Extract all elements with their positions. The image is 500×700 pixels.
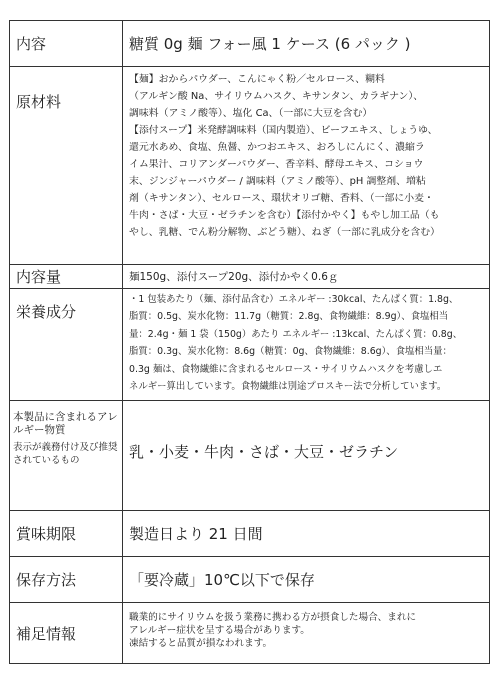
ingredients-line: 【添付スープ】米発酵調味料（国内製造）、ビーフエキス、しょうゆ、 [129,125,438,136]
row-ingredients [9,66,490,264]
ingredients-value [123,67,489,264]
notes-line: 職業的にサイリウムを扱う業務に携わる方が摂食した場合、まれに [129,612,417,623]
row-storage [9,556,490,602]
nutrition-value [123,289,489,400]
ingredients-line: イム果汁、コリアンダーパウダー、香辛料、酵母エキス、コショウ [129,159,424,170]
nutrition-line: 脂質：0.5g、炭水化物：11.7g（糖質：2.8g、食物繊維：8.9g）、食塩相当 [129,311,449,323]
name-label: 内容 [10,21,123,66]
notes-label: 補足情報 [10,603,123,663]
nutrition-line: ・1 包装あたり（麺、添付品含む）エネルギー :30kcal、たんぱく質：1.8g、 [129,294,459,305]
expiry-value: 製造日より 21 日間 [129,525,263,543]
ingredients-label: 原材料 [10,67,123,264]
ingredients-line: やし、乳糖、でん粉分解物、ぶどう糖）、ねぎ（一部に乳成分を含む） [129,227,441,238]
nutrition-line: ネルギー算出しています。食物繊維は別途プロスキー法で分析しています。 [129,381,447,393]
quantity-value: 麺150g、添付スープ20g、添付かやく0.6ｇ [129,271,339,283]
allergens-value: 乳・小麦・牛肉・さば・大豆・ゼラチン [129,443,399,461]
ingredients-line: 牛肉・さば・大豆・ゼラチンを含む）【添付かやく】もやし加工品（も [129,210,440,221]
row-quantity [9,264,490,288]
product-info-table [9,20,490,664]
nutrition-line: 0.3g 麺は、食物繊維に含まれるセルロース・サイリウムハスクを考慮しエ [129,363,443,375]
row-expiry [9,510,490,556]
allergens-label-main: 本製品に含まれるアレルギー物質 [13,411,118,436]
quantity-label: 内容量 [10,265,123,288]
allergens-label [10,401,123,510]
row-name [9,20,490,66]
nutrition-label: 栄養成分 [10,289,123,400]
notes-value [123,603,489,663]
ingredients-line: 還元水あめ、食塩、魚醤、かつおエキス、おろしにんにく、濃縮ラ [129,142,425,153]
storage-value: 「要冷蔵」10℃以下で保存 [129,571,315,589]
nutrition-line: 量：2.4g・麺 1 袋（150g）あたり エネルギー :13kcal、たんぱく質：0.8g、 [129,328,463,340]
expiry-label: 賞味期限 [10,511,123,556]
ingredients-line: （アルギン酸 Na、サイリウムハスク、キサンタン、カラギナン）、 [129,91,424,102]
ingredients-line: 剤（キサンタン）、セルロース、環状オリゴ糖、香料、（一部に小麦・ [129,193,434,204]
ingredients-line: 【麺】おからパウダー、こんにゃく粉／セルロース、糊料 [129,74,385,85]
row-nutrition [9,288,490,400]
name-value: 糖質 0g 麺 フォー風 1 ケース (6 パック ) [129,35,411,53]
row-allergens [9,400,490,510]
notes-line: アレルギー症状を呈する場合があります。 [129,625,310,636]
allergens-label-sub: 表示が義務付け及び推奨されているもの [13,442,118,466]
ingredients-line: 末、ジンジャーパウダー / 調味料（アミノ酸等）、pH 調整剤、増粘 [129,176,426,187]
notes-line: 凍結すると品質が損なわれます。 [129,638,273,649]
ingredients-line: 調味料（アミノ酸等）、塩化 Ca、（一部に大豆を含む） [129,108,373,119]
nutrition-line: 脂質：0.3g、炭水化物：8.6g（糖質：0g、食物繊維：8.6g）、食塩相当量： [129,346,452,358]
row-notes [9,602,490,664]
storage-label: 保存方法 [10,557,123,602]
